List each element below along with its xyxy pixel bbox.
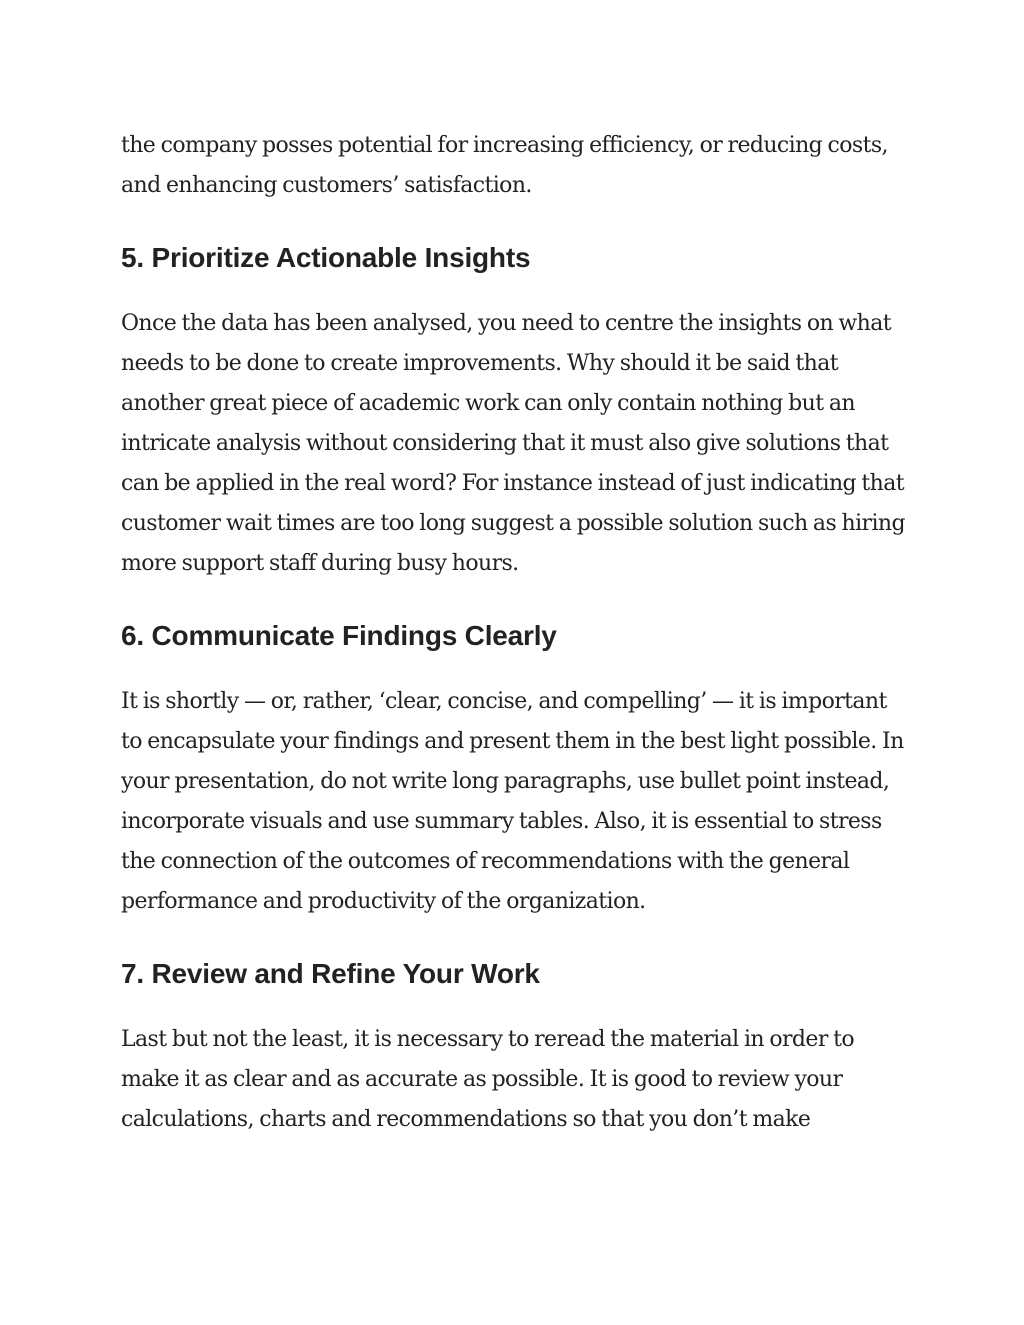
intro-paragraph: the company posses potential for increasing efficiency, or reducing costs, and enhancing customers’ satisfaction. bbox=[121, 133, 888, 198]
section-heading-communicate-findings: 6. Communicate Findings Clearly bbox=[121, 620, 557, 651]
section-body-communicate-findings: It is shortly — or, rather, ‘clear, concise, and compelling’ — it is important to encapsulate your findings and present them in the best light possible. In your presentation, do not write long paragraphs, use bullet point instead, incorporate visuals and use summary tables. Also, it is essential to stress the connection of the outcomes of recommendations with the general performance and productivity of the organization. bbox=[121, 689, 904, 914]
section-heading-review-refine: 7. Review and Refine Your Work bbox=[121, 958, 540, 989]
document-page bbox=[121, 126, 911, 1140]
section-heading-prioritize-insights: 5. Prioritize Actionable Insights bbox=[121, 242, 531, 273]
section-body-prioritize-insights: Once the data has been analysed, you need to centre the insights on what needs to be done to create improvements. Why should it be said that another great piece of academic work can only contain nothing but an intricate analysis without considering that it must also give solutions that can be applied in the real word? For instance instead of just indicating that customer wait times are too long suggest a possible solution such as hiring more support staff during busy hours. bbox=[121, 311, 905, 576]
section-body-review-refine: Last but not the least, it is necessary to reread the material in order to make it as clear and as accurate as possible. It is good to review your calculations, charts and recommendations so that you don’t make bbox=[121, 1027, 855, 1132]
